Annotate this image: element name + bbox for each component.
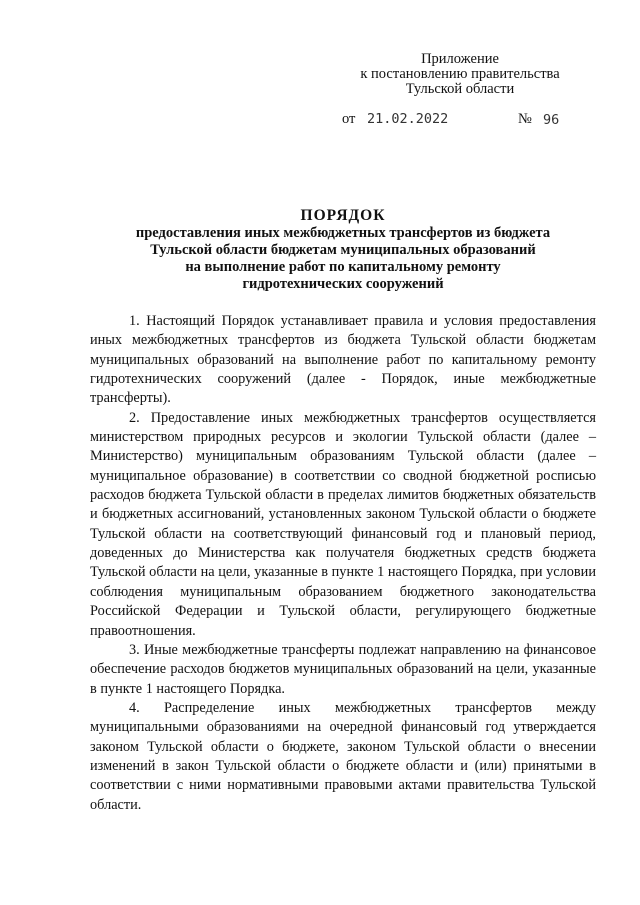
subtitle-line: гидротехнических сооружений bbox=[242, 276, 444, 292]
number-label: № bbox=[518, 111, 532, 127]
subtitle-line: предоставления иных межбюджетных трансфертов из бюджета bbox=[135, 225, 551, 241]
subtitle-line: на выполнение работ по капитальному ремонту bbox=[185, 259, 501, 275]
document-title-block bbox=[90, 207, 596, 293]
appendix-line: Приложение bbox=[421, 51, 499, 67]
paragraph-2: 2. Предоставление иных межбюджетных трансфертов осуществляется министерством природных ресурсов и экологии Тульской области (далее – Министерство) муниципальным образованиям Тульской области (далее – муниципальное образование) в соответствии со сводной бюджетной росписью расходов бюджета Тульской области в пределах лимитов бюджетных обязательств и бюджетных ассигнований, установленных законом Тульской области о бюджете Тульской области на соответствующий финансовый год и плановый период, доведенных до Министерства как получателя бюджетных средств бюджета Тульской области на цели, указанные в пункте 1 настоящего Порядка, при условии соблюдения муниципальным образованием бюджетного законодательства Российской Федерации и Тульской области, регулирующего бюджетные правоотношения. bbox=[90, 409, 596, 639]
decree-number: 96 bbox=[543, 112, 560, 128]
document-subtitle bbox=[90, 225, 596, 293]
from-label: от bbox=[342, 111, 356, 127]
appendix-block bbox=[340, 52, 580, 97]
document-body bbox=[90, 312, 596, 815]
document-title: ПОРЯДОК bbox=[300, 207, 386, 224]
subtitle-line: Тульской области бюджетам муниципальных образований bbox=[150, 242, 536, 258]
paragraph-4: 4. Распределение иных межбюджетных трансфертов между муниципальными образованиями на очередной финансовый год утверждается законом Тульской области о бюджете, законом Тульской области о внесении изменений в закон Тульской области о бюджете области и (или) принятыми в соответствии с ними нормативными правовыми актами правительства Тульской области. bbox=[90, 699, 596, 813]
decree-date: 21.02.2022 bbox=[367, 111, 449, 127]
paragraph-1: 1. Настоящий Порядок устанавливает правила и условия предоставления иных межбюджетных трансфертов из бюджета Тульской области бюджетам муниципальных образований на выполнение работ по капитальному ремонту гидротехнических сооружений (далее - Порядок, иные межбюджетные трансферты). bbox=[90, 313, 596, 407]
paragraph-3: 3. Иные межбюджетные трансферты подлежат направлению на финансовое обеспечение расходов бюджетов муниципальных образований на цели, указанные в пункте 1 настоящего Порядка. bbox=[90, 641, 596, 697]
decree-date-number bbox=[342, 111, 572, 128]
appendix-line: к постановлению правительства bbox=[360, 66, 560, 82]
appendix-line: Тульской области bbox=[405, 81, 515, 97]
